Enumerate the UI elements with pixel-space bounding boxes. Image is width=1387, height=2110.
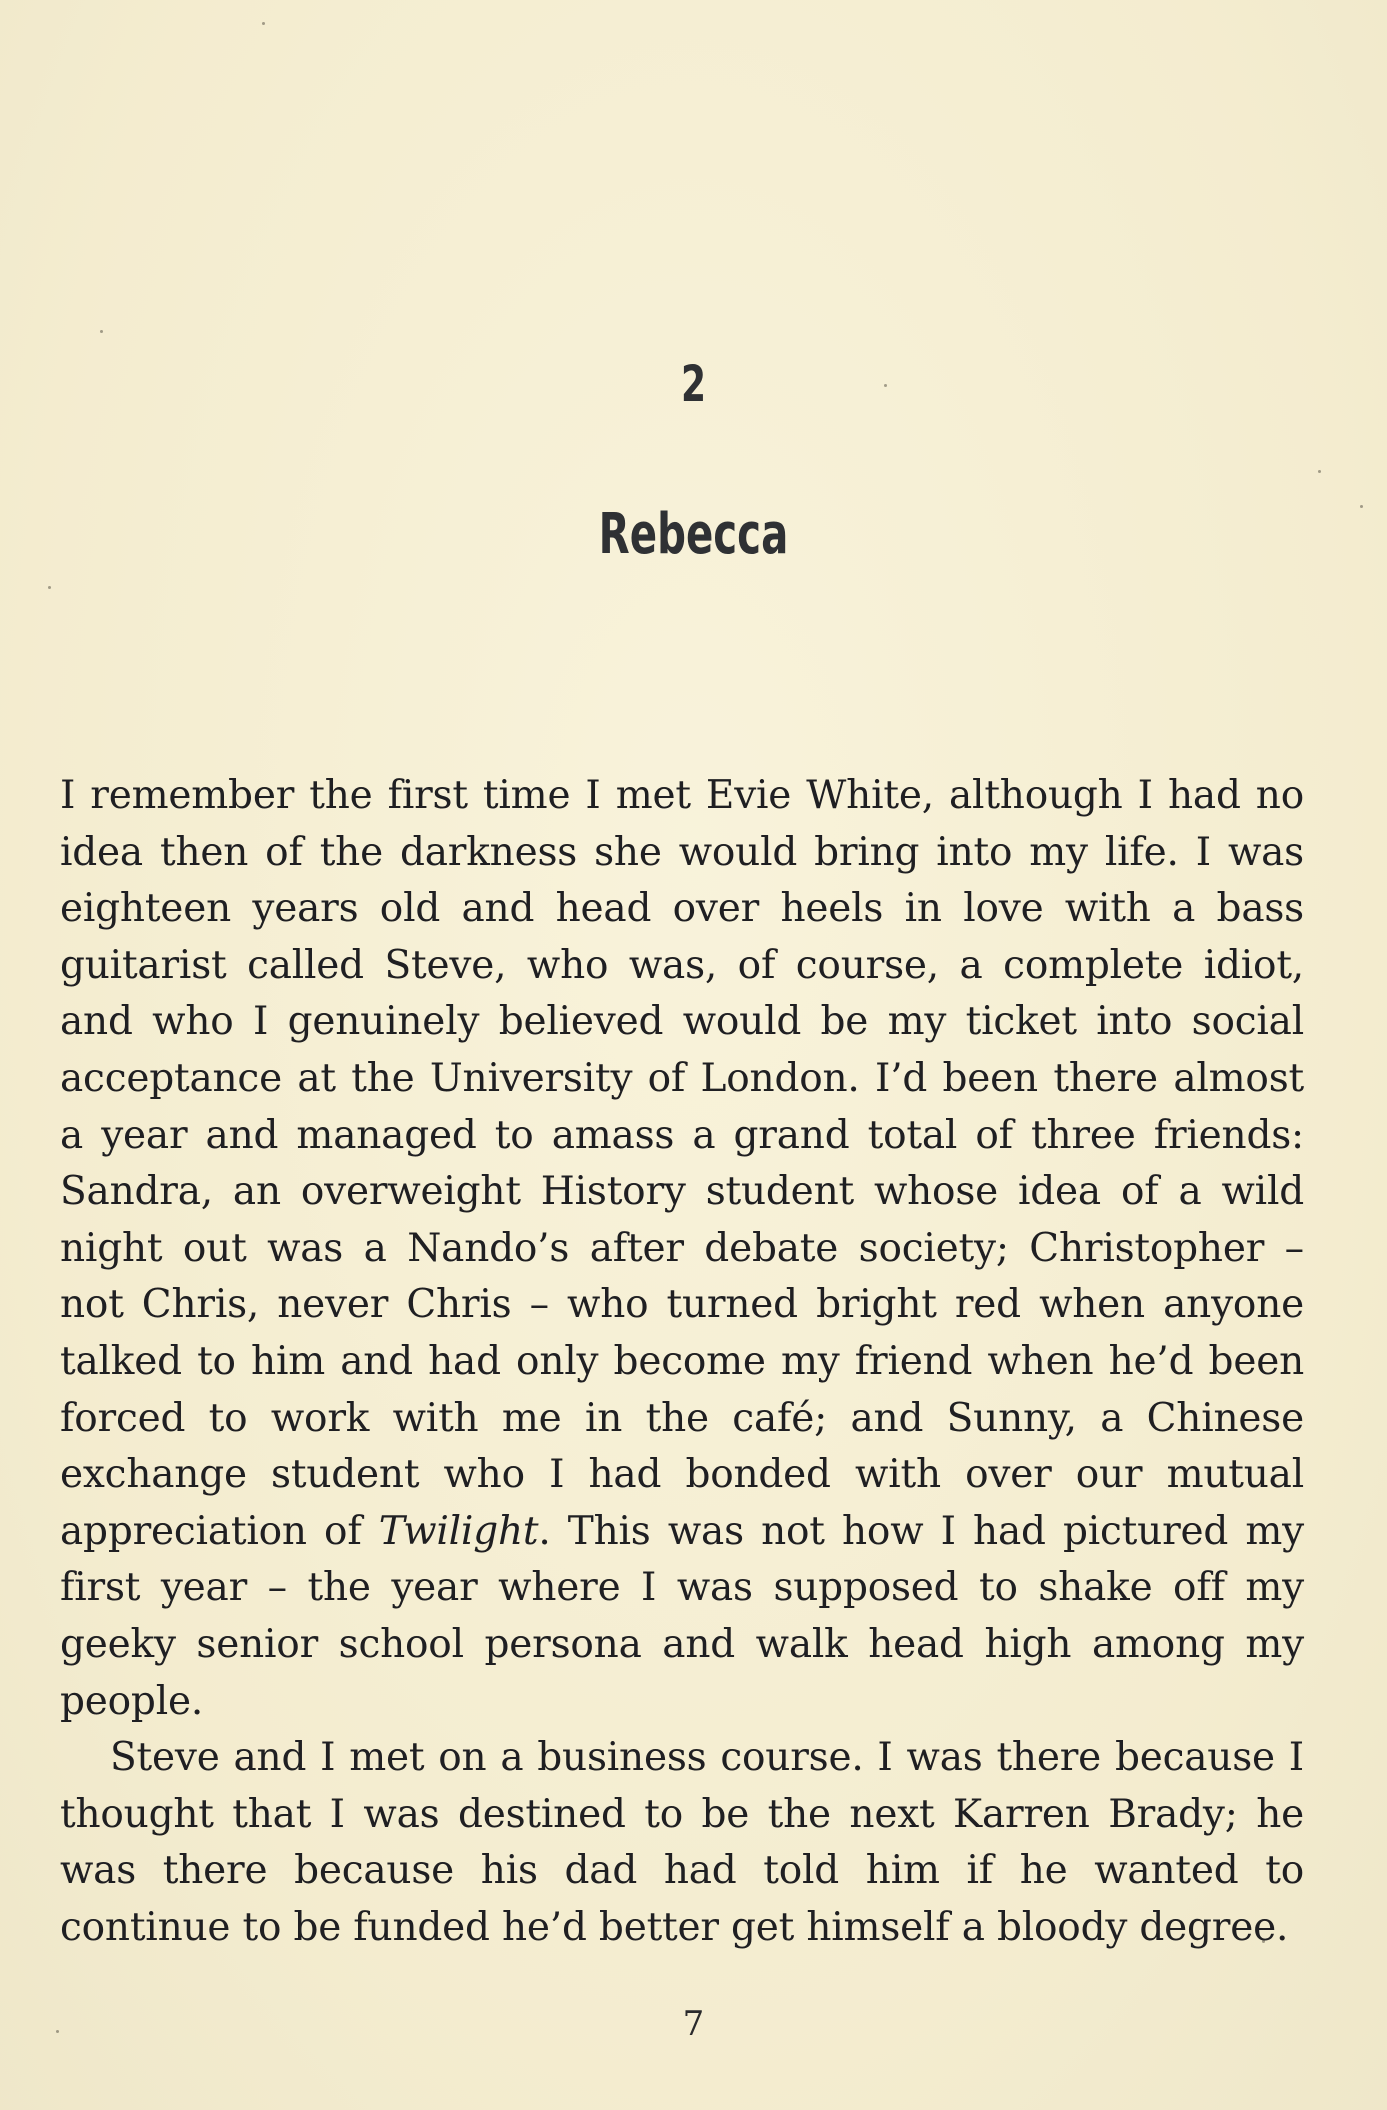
paragraph-2: Steve and I met on a business course. I was there because I thought that I was destined to be the next Karren Brady; he was there because his dad had told him if he wanted to continue to be funded he’d better get himself a bloody degree.	[60, 1735, 1304, 1950]
paper-speck	[48, 586, 51, 589]
paragraph-1-text-start: I remember the first time I met Evie White, although I had no idea then of the darkness she would bring into my life. I was eighteen years old and head over heels in love with a bass guitarist called Steve, who was, of course, a complete idiot, and who I genuinely believed would be my ticket into social acceptance at the University of London. I’d been there almost a year and managed to amass a grand total of three friends: Sandra, an overweight History student whose idea of a wild night out was a Nando’s after debate society; Christopher – not Chris, never Chris – who turned bright red when anyone talked to him and had only become my friend when he’d been forced to work with me in the café; and Sunny, a Chinese exchange student who I had bonded with over our mutual appreciation of	[60, 773, 1304, 1554]
paper-speck	[100, 330, 103, 333]
paper-speck	[1360, 505, 1363, 508]
paper-speck	[262, 22, 265, 25]
paragraph-1-text-end: . This was not how I had pictured my first year – the year where I was supposed to shake off my geeky senior school persona and walk head high among my people.	[60, 1508, 1304, 1724]
paragraph-1	[60, 768, 1304, 1730]
page-number: 7	[682, 2004, 705, 2044]
chapter-title: Rebecca	[598, 502, 789, 567]
paper-speck	[1318, 470, 1321, 473]
chapter-number: 2	[680, 355, 707, 413]
italic-title-twilight: Twilight	[378, 1508, 539, 1554]
chapter-body	[60, 768, 1304, 1956]
